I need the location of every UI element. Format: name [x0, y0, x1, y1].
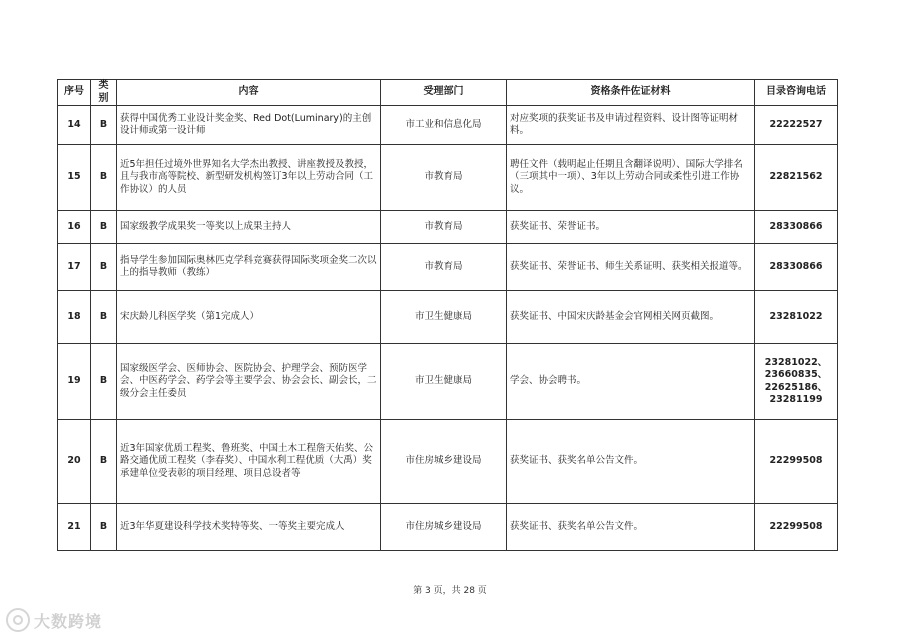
phone-number: 22821562: [769, 171, 823, 183]
phone-number: 22222527: [769, 118, 823, 130]
row-phone: [755, 244, 838, 291]
row-number: 21: [58, 504, 91, 551]
row-category: B: [91, 420, 117, 504]
row-number: 15: [58, 145, 91, 211]
row-category: B: [91, 145, 117, 211]
row-category: B: [91, 504, 117, 551]
row-number: 20: [58, 420, 91, 504]
row-documents: 获奖证书、荣誉证书、师生关系证明、获奖相关报道等。: [507, 244, 755, 291]
row-content: 近3年华夏建设科学技术奖特等奖、一等奖主要完成人: [117, 504, 381, 551]
row-content: 获得中国优秀工业设计奖金奖、Red Dot(Luminary)的主创设计师或第一设计师: [117, 106, 381, 145]
header-category: 类别: [91, 80, 117, 106]
row-number: 19: [58, 344, 91, 420]
row-content: 宋庆龄儿科医学奖（第1完成人）: [117, 291, 381, 344]
phone-number: 28330866: [769, 220, 823, 232]
row-number: 17: [58, 244, 91, 291]
table-row: [58, 344, 838, 420]
phone-number: 22299508: [769, 455, 823, 467]
watermark: [6, 608, 102, 632]
phone-number: 23281022: [769, 310, 823, 322]
row-phone: [755, 504, 838, 551]
phone-number: 23281199: [769, 394, 823, 405]
row-content: 近3年国家优质工程奖、鲁班奖、中国土木工程詹天佑奖、公路交通优质工程奖（李春奖）、中国水利工程优质（大禹）奖承建单位受表彰的项目经理、项目总设者等: [117, 420, 381, 504]
row-number: 16: [58, 211, 91, 244]
row-content: 国家级教学成果奖一等奖以上成果主持人: [117, 211, 381, 244]
row-department: 市住房城乡建设局: [381, 420, 507, 504]
row-department: 市教育局: [381, 244, 507, 291]
phone-number: 23660835、: [764, 369, 828, 380]
row-department: 市教育局: [381, 145, 507, 211]
header-phone: 目录咨询电话: [755, 80, 838, 106]
table-row: [58, 211, 838, 244]
row-department: 市教育局: [381, 211, 507, 244]
header-department: 受理部门: [381, 80, 507, 106]
table-row: [58, 504, 838, 551]
row-documents: 学会、协会聘书。: [507, 344, 755, 420]
header-num: 序号: [58, 80, 91, 106]
table-row: [58, 244, 838, 291]
row-phone: [755, 145, 838, 211]
row-content: 近5年担任过境外世界知名大学杰出教授、讲座教授及教授，且与我市高等院校、新型研发机构签订3年以上劳动合同（工作协议）的人员: [117, 145, 381, 211]
document-table: [57, 79, 838, 551]
phone-number: 22299508: [769, 520, 823, 532]
phone-number: 28330866: [769, 260, 823, 272]
row-department: 市工业和信息化局: [381, 106, 507, 145]
phone-number: 23281022、: [764, 356, 828, 368]
row-department: 市卫生健康局: [381, 291, 507, 344]
row-category: B: [91, 106, 117, 145]
row-documents: 获奖证书、荣誉证书。: [507, 211, 755, 244]
row-phone: [755, 211, 838, 244]
row-category: B: [91, 211, 117, 244]
row-content: 指导学生参加国际奥林匹克学科竞赛获得国际奖项金奖二次以上的指导教师（教练）: [117, 244, 381, 291]
table-row: [58, 145, 838, 211]
row-category: B: [91, 344, 117, 420]
page-number: 第 3 页，共 28 页: [413, 586, 487, 596]
row-number: 14: [58, 106, 91, 145]
row-number: 18: [58, 291, 91, 344]
row-category: B: [91, 291, 117, 344]
row-phone: [755, 420, 838, 504]
row-documents: 对应奖项的获奖证书及申请过程资料、设计图等证明材料。: [507, 106, 755, 145]
row-documents: 获奖证书、获奖名单公告文件。: [507, 420, 755, 504]
watermark-text: 大数跨境: [34, 611, 103, 631]
table-header-row: [58, 80, 838, 106]
table-row: [58, 106, 838, 145]
row-department: 市卫生健康局: [381, 344, 507, 420]
row-phone: [755, 106, 838, 145]
row-phone: [755, 344, 838, 420]
row-phone: [755, 291, 838, 344]
row-department: 市住房城乡建设局: [381, 504, 507, 551]
header-documents: 资格条件佐证材料: [507, 80, 755, 106]
watermark-logo-icon: [6, 608, 30, 632]
table-row: [58, 291, 838, 344]
row-documents: 获奖证书、获奖名单公告文件。: [507, 504, 755, 551]
row-category: B: [91, 244, 117, 291]
row-documents: 聘任文件（载明起止任期且含翻译说明）、国际大学排名（三项其中一项）、3年以上劳动合同或柔性引进工作协议。: [507, 145, 755, 211]
table-row: [58, 420, 838, 504]
phone-number: 22625186、: [764, 381, 828, 393]
header-content: 内容: [117, 80, 381, 106]
row-documents: 获奖证书、中国宋庆龄基金会官网相关网页截图。: [507, 291, 755, 344]
row-content: 国家级医学会、医师协会、医院协会、护理学会、预防医学会、中医药学会、药学会等主要学会、协会会长、副会长，二级分会主任委员: [117, 344, 381, 420]
